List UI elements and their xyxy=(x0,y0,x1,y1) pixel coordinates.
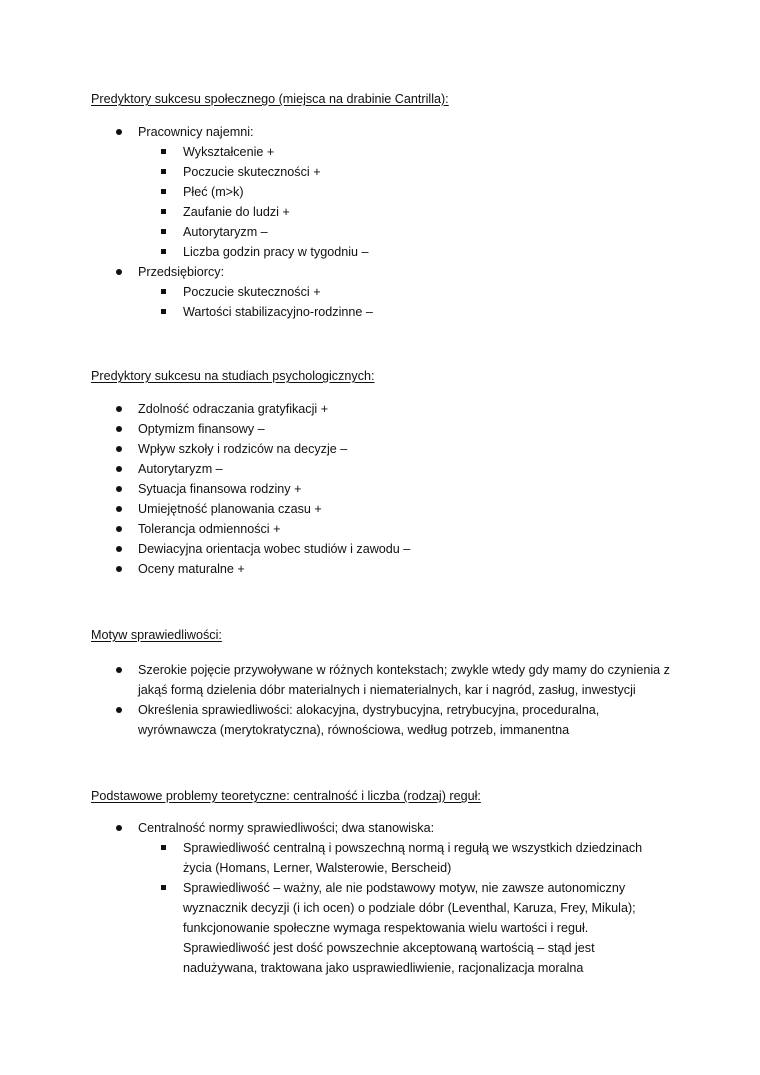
list-item-text: Zdolność odraczania gratyfikacji + xyxy=(138,402,329,416)
list-item xyxy=(0,539,760,559)
section-heading-theoretical-problems: Podstawowe problemy teoretyczne: centralność i liczba (rodzaj) reguł: xyxy=(91,789,481,803)
list-item xyxy=(0,559,760,579)
sub-list-item-text: Sprawiedliwość centralną i powszechną normą i regułą we wszystkich dziedzinach życia (Homans, Lerner, Walsterowie, Berscheid) xyxy=(183,841,643,875)
list-item-text: Optymizm finansowy – xyxy=(138,422,265,436)
bullet-icon xyxy=(116,426,122,432)
sub-list-item xyxy=(138,222,760,242)
square-bullet-icon xyxy=(161,885,166,890)
sub-list-item xyxy=(138,142,760,162)
list-item xyxy=(0,818,760,978)
list-item xyxy=(0,459,760,479)
sub-list xyxy=(138,142,760,262)
list-item xyxy=(0,439,760,459)
bullet-icon xyxy=(116,506,122,512)
list-item xyxy=(0,660,674,700)
bullet-icon xyxy=(116,546,122,552)
bullet-icon xyxy=(116,566,122,572)
list-item-text: Dewiacyjna orientacja wobec studiów i zawodu – xyxy=(138,542,411,556)
list-item-text: Pracownicy najemni: xyxy=(138,125,254,139)
list-item xyxy=(0,519,760,539)
list-item-text: Centralność normy sprawiedliwości; dwa stanowiska: xyxy=(138,821,435,835)
bullet-icon xyxy=(116,486,122,492)
sub-list-item xyxy=(138,282,760,302)
list-item-text: Szerokie pojęcie przywoływane w różnych kontekstach; zwykle wtedy gdy mamy do czynienia z jakąś formą dzielenia dóbr materialnych i niematerialnych, kar i nagród, zasług, inwestycji xyxy=(138,663,670,697)
list-item-text: Tolerancja odmienności + xyxy=(138,522,281,536)
section-heading-study-success: Predyktory sukcesu na studiach psychologicznych: xyxy=(91,369,375,383)
sub-list xyxy=(138,838,760,978)
bullet-icon xyxy=(116,526,122,532)
sub-list-item-text: Poczucie skuteczności + xyxy=(183,165,321,179)
sub-list-item-text: Wartości stabilizacyjno-rodzinne – xyxy=(183,305,373,319)
square-bullet-icon xyxy=(161,149,166,154)
sub-list-item-text: Wykształcenie + xyxy=(183,145,275,159)
bullet-icon xyxy=(116,466,122,472)
sub-list-item xyxy=(138,838,659,878)
bullet-icon xyxy=(116,129,122,135)
bullet-icon xyxy=(116,446,122,452)
list-item xyxy=(0,419,760,439)
square-bullet-icon xyxy=(161,189,166,194)
list-item-text: Umiejętność planowania czasu + xyxy=(138,502,322,516)
sub-list-item-text: Autorytaryzm – xyxy=(183,225,268,239)
list-item xyxy=(0,479,760,499)
sub-list-item xyxy=(138,302,760,322)
list-item xyxy=(0,122,760,262)
bullet-icon xyxy=(116,667,122,673)
section-heading-social-success: Predyktory sukcesu społecznego (miejsca na drabinie Cantrilla): xyxy=(91,92,449,106)
square-bullet-icon xyxy=(161,169,166,174)
sub-list-item xyxy=(138,202,760,222)
sub-list-item xyxy=(138,182,760,202)
square-bullet-icon xyxy=(161,209,166,214)
list-item xyxy=(0,499,760,519)
list-item xyxy=(0,262,760,322)
bullet-icon xyxy=(116,269,122,275)
square-bullet-icon xyxy=(161,309,166,314)
list-item xyxy=(0,399,760,419)
study-success-list xyxy=(0,399,760,579)
sub-list-item-text: Płeć (m>k) xyxy=(183,185,244,199)
sub-list-item-text: Poczucie skuteczności + xyxy=(183,285,321,299)
sub-list xyxy=(138,282,760,322)
list-item-text: Oceny maturalne + xyxy=(138,562,245,576)
social-success-list xyxy=(0,122,760,322)
section-heading-justice-motive: Motyw sprawiedliwości: xyxy=(91,628,222,642)
square-bullet-icon xyxy=(161,229,166,234)
sub-list-item-text: Liczba godzin pracy w tygodniu – xyxy=(183,245,369,259)
sub-list-item xyxy=(138,878,659,978)
list-item-text: Wpływ szkoły i rodziców na decyzje – xyxy=(138,442,348,456)
list-item-text: Autorytaryzm – xyxy=(138,462,223,476)
list-item-text: Przedsiębiorcy: xyxy=(138,265,225,279)
sub-list-item-text: Zaufanie do ludzi + xyxy=(183,205,290,219)
bullet-icon xyxy=(116,406,122,412)
square-bullet-icon xyxy=(161,289,166,294)
list-item xyxy=(0,700,674,740)
sub-list-item xyxy=(138,162,760,182)
bullet-icon xyxy=(116,707,122,713)
bullet-icon xyxy=(116,825,122,831)
justice-motive-list xyxy=(0,660,760,740)
theoretical-problems-list xyxy=(0,818,760,978)
square-bullet-icon xyxy=(161,249,166,254)
sub-list-item xyxy=(138,242,760,262)
square-bullet-icon xyxy=(161,845,166,850)
sub-list-item-text: Sprawiedliwość – ważny, ale nie podstawowy motyw, nie zawsze autonomiczny wyznacznik decyzji (i ich ocen) o podziale dóbr (Leventhal, Karuza, Frey, Mikula); funkcjonowanie społeczne wymaga respektowania wielu wartości i reguł. Sprawiedliwość jest dość powszechnie akceptowaną wartością – stąd jest nadużywana, traktowana jako usprawiedliwienie, racjonalizacja moralna xyxy=(183,881,636,975)
list-item-text: Sytuacja finansowa rodziny + xyxy=(138,482,302,496)
list-item-text: Określenia sprawiedliwości: alokacyjna, dystrybucyjna, retrybucyjna, proceduralna, wyrównawcza (merytokratyczna), równościowa, według potrzeb, immanentna xyxy=(138,703,600,737)
